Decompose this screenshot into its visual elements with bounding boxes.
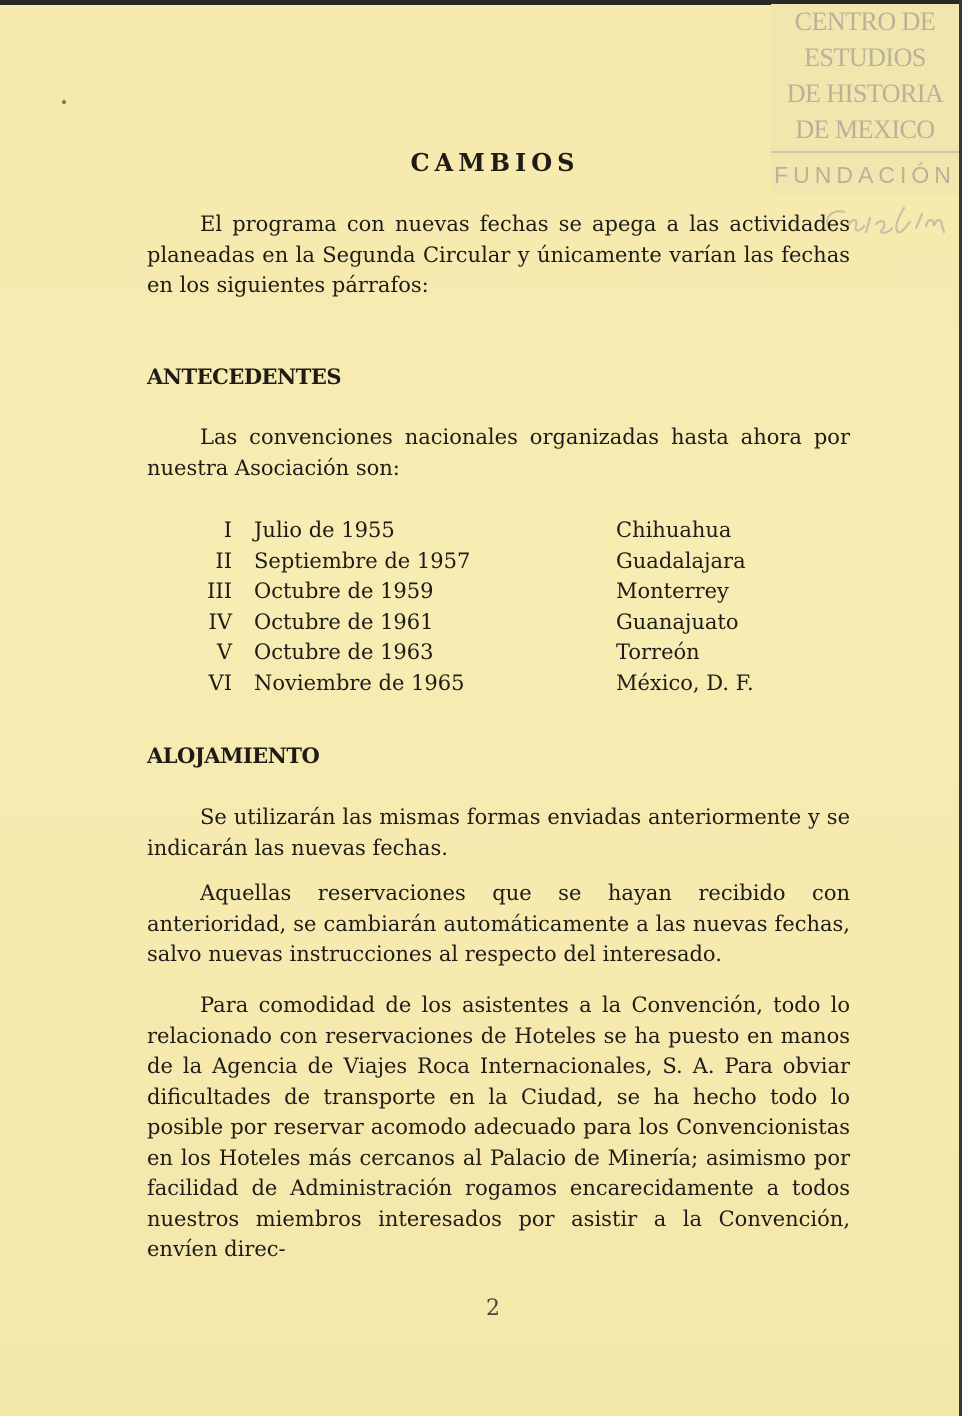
table-row xyxy=(180,637,856,668)
convention-city: Monterrey xyxy=(616,579,729,604)
convention-numeral: II xyxy=(215,548,232,573)
table-row xyxy=(180,668,856,699)
convention-city: México, D. F. xyxy=(616,670,754,695)
convention-city: Torreón xyxy=(616,640,700,665)
convention-numeral: III xyxy=(207,579,232,604)
alojamiento-paragraph: Para comodidad de los asistentes a la Convención, todo lo relacionado con reservaciones de Hoteles se ha puesto en manos de la Agencia de Viajes Roca Internacionales, S. A. Para obviar dificultades de transporte en la Ciudad, se ha hecho todo lo posible por reservar acomodo adecuado para los Convencionistas en los Hoteles más cercanos al Palacio de Minería; asimismo por facilidad de Administración rogamos encarecidamente a todos nuestros miembros interesados por asistir a la Convención, envíen direc- xyxy=(147,993,850,1261)
convention-date: Octubre de 1963 xyxy=(254,640,434,665)
convention-date: Noviembre de 1965 xyxy=(254,670,465,695)
antecedentes-heading: ANTECEDENTES xyxy=(147,364,342,389)
convention-date: Octubre de 1959 xyxy=(254,579,434,604)
table-row xyxy=(180,546,856,577)
table-row xyxy=(180,607,856,638)
convention-date: Septiembre de 1957 xyxy=(254,548,471,573)
stamp-line: DE HISTORIA xyxy=(786,79,944,108)
stamp-line: CENTRO DE xyxy=(794,7,936,36)
antecedentes-paragraph: Las convenciones nacionales organizadas hasta ahora por nuestra Asociación son: xyxy=(147,425,850,480)
convention-numeral: VI xyxy=(208,670,232,695)
alojamiento-paragraph: Aquellas reservaciones que se hayan recibido con anterioridad, se cambiarán automáticamente a las nuevas fechas, salvo nuevas instrucciones al respecto del interesado. xyxy=(147,881,850,966)
speck xyxy=(62,100,66,104)
convention-city: Chihuahua xyxy=(616,518,732,542)
convention-numeral: V xyxy=(216,640,232,665)
section-title: CAMBIOS xyxy=(410,148,580,177)
convention-date: Octubre de 1961 xyxy=(254,609,434,634)
page-number: 2 xyxy=(486,1296,500,1321)
convention-numeral: IV xyxy=(208,609,232,634)
conventions-table xyxy=(180,515,856,699)
stamp-line: DE MEXICO xyxy=(795,115,935,144)
convention-numeral: I xyxy=(223,518,232,542)
convention-date: Julio de 1955 xyxy=(254,518,395,542)
alojamiento-paragraph: Se utilizarán las mismas formas enviadas anteriormente y se indicarán las nuevas fechas. xyxy=(147,805,850,860)
convention-city: Guanajuato xyxy=(616,609,739,634)
table-row xyxy=(180,515,856,546)
stamp-foundation: FUNDACIÓN xyxy=(774,162,956,188)
stamp-line: ESTUDIOS xyxy=(804,43,926,72)
table-row xyxy=(180,576,856,607)
intro-paragraph: El programa con nuevas fechas se apega a las actividades planeadas en la Segunda Circular y únicamente varían las fechas en los siguientes párrafos: xyxy=(147,212,850,297)
alojamiento-heading: ALOJAMIENTO xyxy=(147,743,320,768)
convention-city: Guadalajara xyxy=(616,548,746,573)
